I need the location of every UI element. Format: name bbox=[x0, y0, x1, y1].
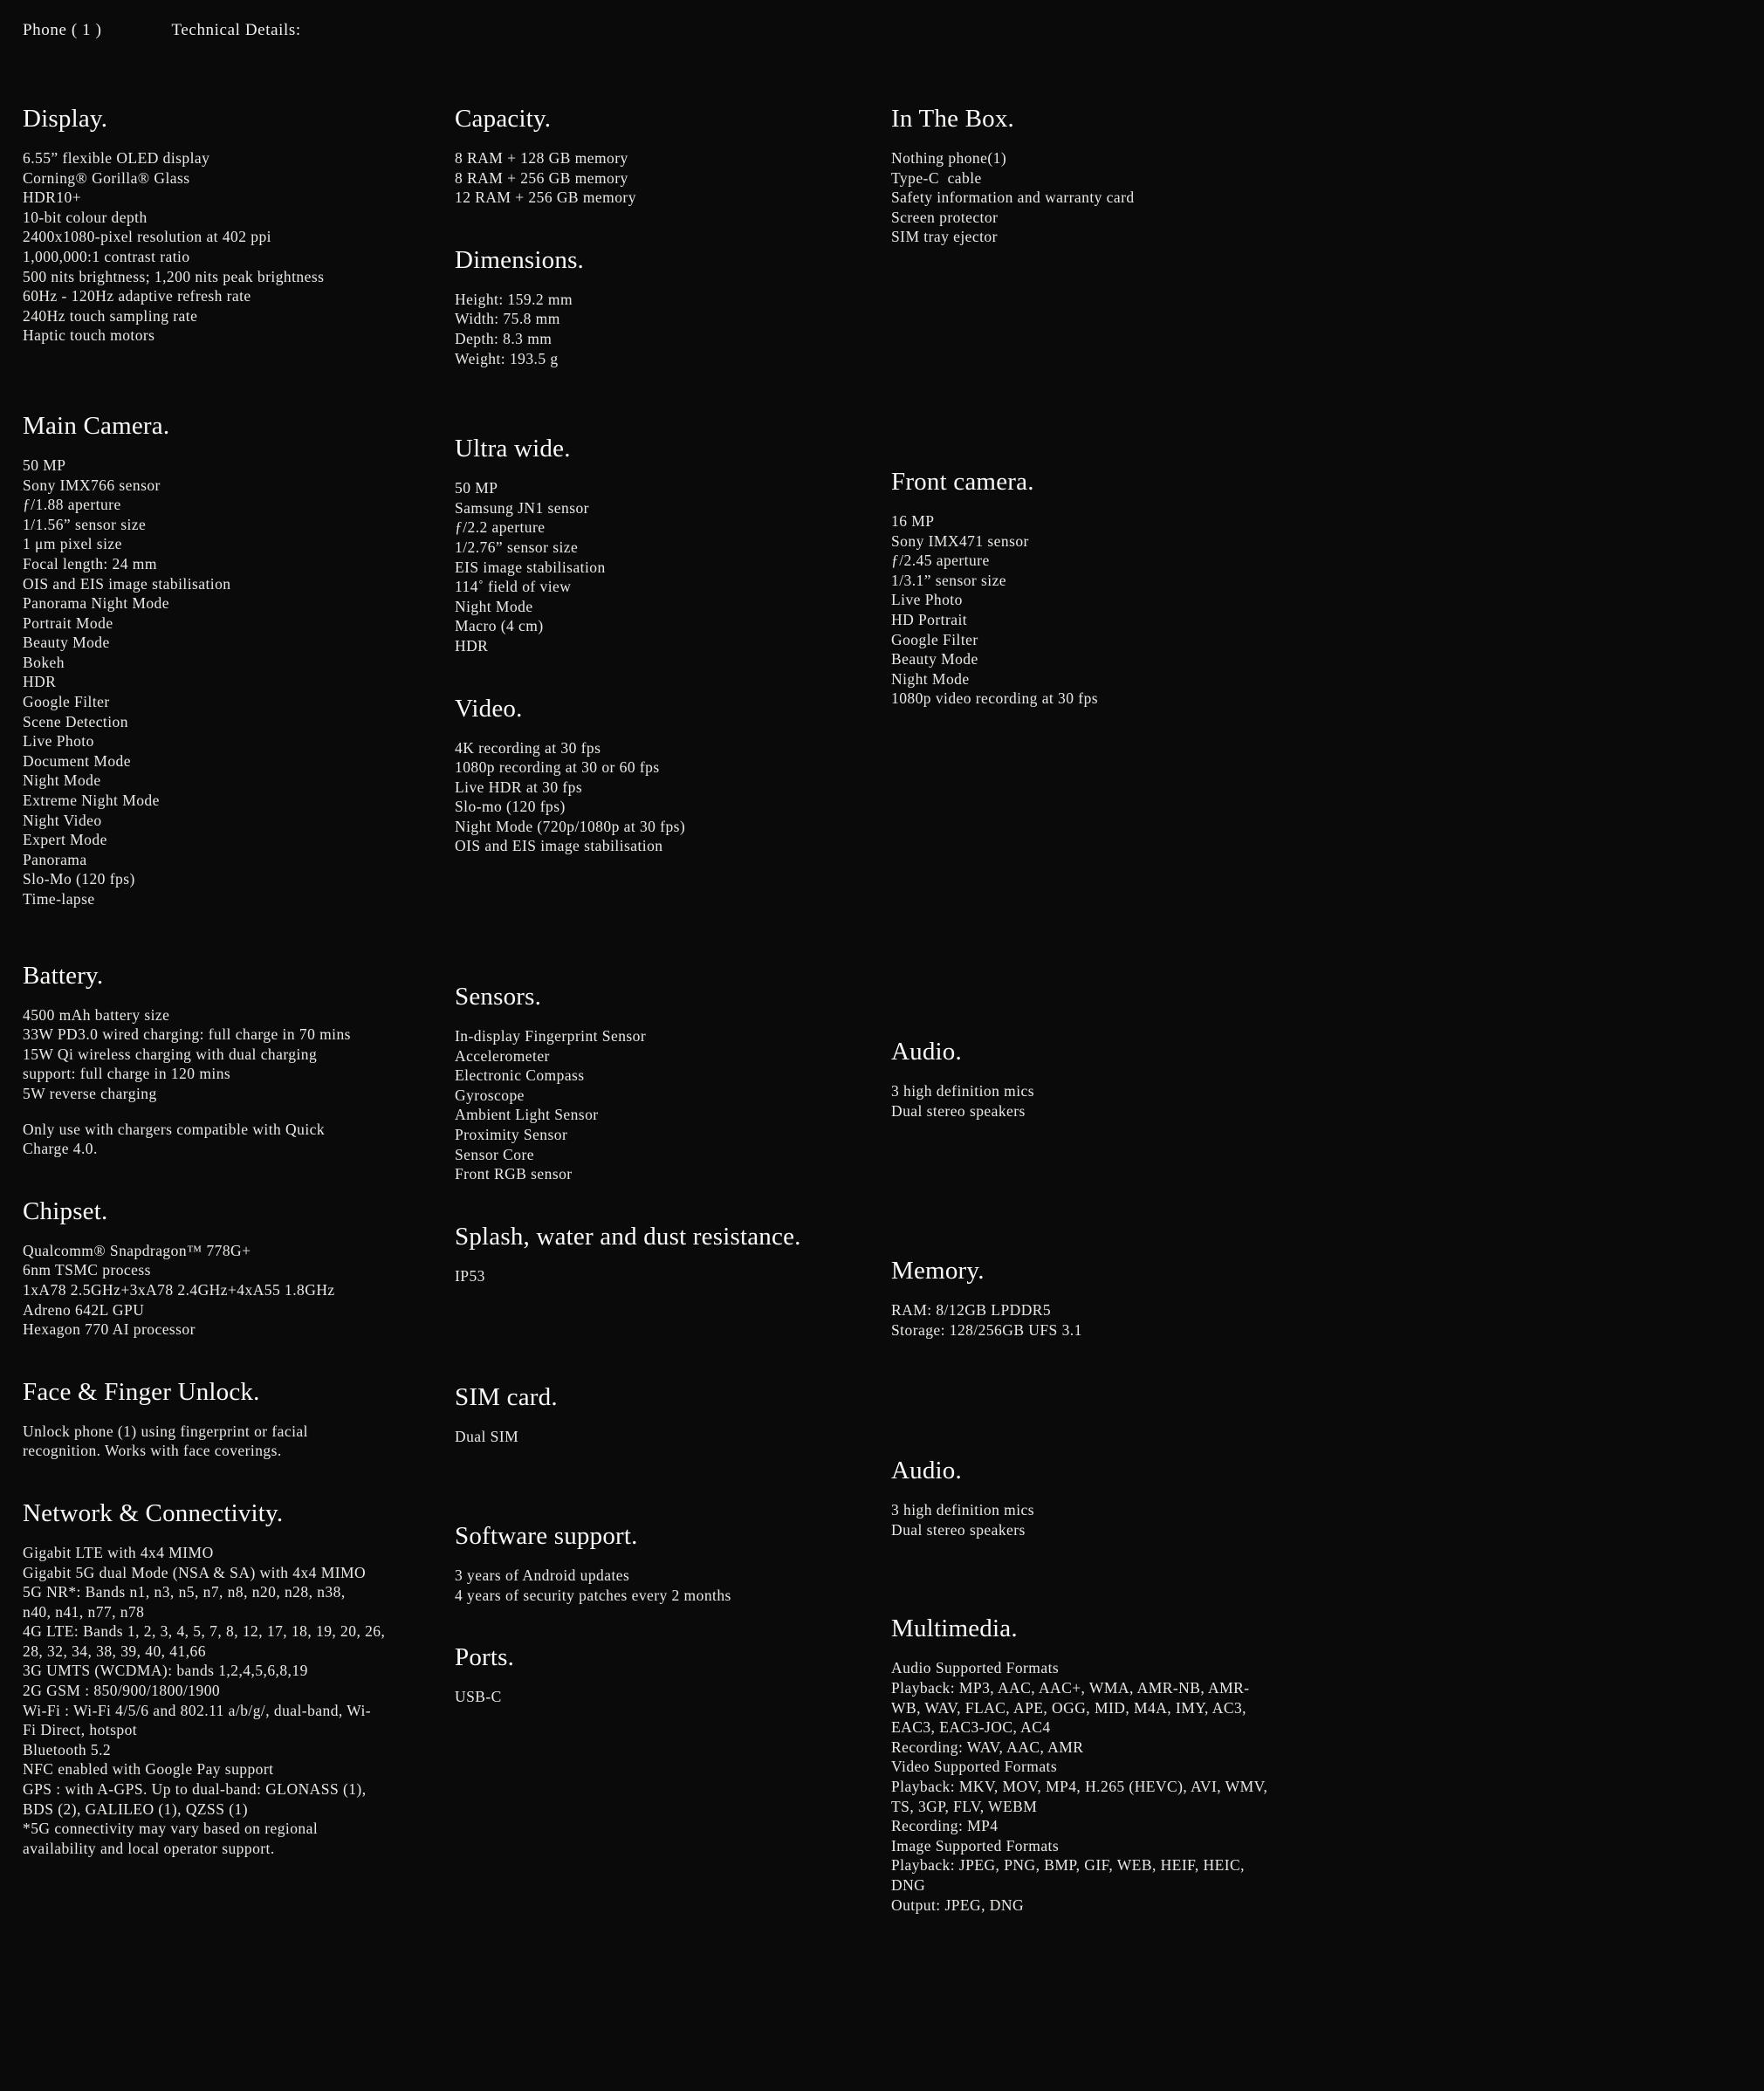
breadcrumb bbox=[23, 21, 301, 40]
spec-line: RAM: 8/12GB LPDDR5 bbox=[891, 1301, 1052, 1320]
spec-line: Dual SIM bbox=[455, 1428, 519, 1446]
spec-line: recognition. Works with face coverings. bbox=[23, 1442, 282, 1460]
spec-line: 5G NR*: Bands n1, n3, n5, n7, n8, n20, n28, n38, bbox=[23, 1583, 346, 1601]
spec-line: 4G LTE: Bands 1, 2, 3, 4, 5, 7, 8, 12, 17, 18, 19, 20, 26, bbox=[23, 1622, 386, 1641]
spec-line: 114˚ field of view bbox=[455, 578, 572, 596]
spec-block-audio-bottom bbox=[891, 1457, 1380, 1539]
spec-line: Height: 159.2 mm bbox=[455, 290, 573, 308]
spec-line: 1/3.1” sensor size bbox=[891, 571, 1007, 589]
spec-line: Hexagon 770 AI processor bbox=[23, 1320, 196, 1339]
spec-block-battery bbox=[23, 962, 455, 1159]
spec-line: *5G connectivity may vary based on regional bbox=[23, 1820, 319, 1838]
spec-line: 6nm TSMC process bbox=[23, 1261, 151, 1279]
spec-line: Samsung JN1 sensor bbox=[455, 498, 589, 517]
spec-line: 1xA78 2.5GHz+3xA78 2.4GHz+4xA55 1.8GHz bbox=[23, 1280, 335, 1299]
spec-line: HDR10+ bbox=[23, 189, 82, 207]
spec-line: Storage: 128/256GB UFS 3.1 bbox=[891, 1320, 1082, 1339]
spec-line: 50 MP bbox=[455, 479, 498, 497]
spec-line: Google Filter bbox=[23, 693, 110, 711]
spec-line: Playback: MKV, MOV, MP4, H.265 (HEVC), AVI, WMV, bbox=[891, 1778, 1268, 1796]
spec-line: Dual stereo speakers bbox=[891, 1520, 1026, 1539]
spec-line: Gigabit LTE with 4x4 MIMO bbox=[23, 1543, 214, 1561]
spec-line: Depth: 8.3 mm bbox=[455, 329, 553, 347]
spec-line: HDR bbox=[455, 636, 489, 655]
spec-line: 1080p recording at 30 or 60 fps bbox=[455, 758, 660, 777]
spec-block-main-camera bbox=[23, 412, 455, 909]
spec-line: Unlock phone (1) using fingerprint or facial bbox=[23, 1422, 308, 1440]
spec-line: Bokeh bbox=[23, 653, 65, 671]
spec-line: Corning® Gorilla® Glass bbox=[23, 168, 190, 187]
section-body-memory bbox=[891, 1300, 1380, 1340]
spec-line: Video Supported Formats bbox=[891, 1758, 1058, 1776]
section-title-sim-card: SIM card. bbox=[455, 1383, 558, 1412]
spec-line: USB-C bbox=[455, 1688, 502, 1706]
spec-line: 500 nits brightness; 1,200 nits peak brightness bbox=[23, 267, 325, 285]
spec-line: Google Filter bbox=[891, 630, 978, 648]
spec-line: 240Hz touch sampling rate bbox=[23, 306, 198, 325]
section-title-in-the-box: In The Box. bbox=[891, 105, 1015, 133]
spec-line: 8 RAM + 256 GB memory bbox=[455, 168, 628, 187]
spec-line: Recording: MP4 bbox=[891, 1817, 999, 1835]
spec-line: 3 high definition mics bbox=[891, 1501, 1034, 1519]
spec-line: Weight: 193.5 g bbox=[455, 349, 559, 367]
spec-line: Fi Direct, hotspot bbox=[23, 1721, 138, 1739]
spec-line: Proximity Sensor bbox=[455, 1126, 568, 1144]
spec-line: Night Video bbox=[23, 811, 102, 829]
spec-columns bbox=[23, 105, 1733, 1915]
spec-line: Front RGB sensor bbox=[455, 1165, 573, 1183]
spec-line: Live Photo bbox=[23, 732, 94, 751]
spec-block-display bbox=[23, 105, 455, 346]
section-body-main-camera bbox=[23, 456, 455, 909]
spec-block-dimensions bbox=[455, 246, 891, 368]
section-body-front-camera bbox=[891, 511, 1380, 709]
section-title-face-finger-unlock: Face & Finger Unlock. bbox=[23, 1377, 260, 1406]
spec-line: 2G GSM : 850/900/1800/1900 bbox=[23, 1682, 221, 1700]
spec-line: availability and local operator support. bbox=[23, 1839, 275, 1857]
spec-line: Portrait Mode bbox=[23, 614, 113, 632]
spec-line: Playback: JPEG, PNG, BMP, GIF, WEB, HEIF, HEIC, bbox=[891, 1856, 1245, 1875]
spec-line: Charge 4.0. bbox=[23, 1140, 98, 1158]
spec-line: TS, 3GP, FLV, WEBM bbox=[891, 1797, 1038, 1815]
section-title-audio-bottom: Audio. bbox=[891, 1457, 962, 1485]
spec-line: Night Mode bbox=[891, 669, 970, 688]
breadcrumb-section: Technical Details: bbox=[171, 21, 301, 39]
section-title-main-camera: Main Camera. bbox=[23, 411, 170, 440]
spec-line: Expert Mode bbox=[23, 831, 107, 849]
spec-line: ƒ/2.2 aperture bbox=[455, 518, 546, 537]
spec-line: Adreno 642L GPU bbox=[23, 1300, 145, 1319]
spec-line: Panorama Night Mode bbox=[23, 594, 169, 613]
spec-line: Width: 75.8 mm bbox=[455, 310, 560, 328]
section-title-audio-top: Audio. bbox=[891, 1037, 962, 1066]
spec-line: 3 years of Android updates bbox=[455, 1567, 630, 1584]
spec-line: ƒ/1.88 aperture bbox=[23, 496, 121, 514]
spec-block-sensors bbox=[455, 983, 891, 1184]
spec-line: 1080p video recording at 30 fps bbox=[891, 689, 1099, 708]
section-body-battery bbox=[23, 1005, 455, 1159]
section-title-ultra-wide: Ultra wide. bbox=[455, 435, 571, 463]
spec-line: 15W Qi wireless charging with dual charging bbox=[23, 1045, 318, 1063]
spec-line: Qualcomm® Snapdragon™ 778G+ bbox=[23, 1241, 251, 1259]
spec-line: HDR bbox=[23, 673, 57, 691]
spec-line: EIS image stabilisation bbox=[455, 558, 606, 576]
section-title-sensors: Sensors. bbox=[455, 983, 542, 1011]
spec-line: Sensor Core bbox=[455, 1145, 534, 1163]
spec-line: Extreme Night Mode bbox=[23, 792, 160, 810]
section-title-splash-water-dust: Splash, water and dust resistance. bbox=[455, 1222, 801, 1251]
section-body-sim-card bbox=[455, 1427, 891, 1447]
spec-line: Sony IMX471 sensor bbox=[891, 531, 1029, 550]
spec-line: 28, 32, 34, 38, 39, 40, 41,66 bbox=[23, 1642, 206, 1660]
spec-line: Image Supported Formats bbox=[891, 1836, 1060, 1854]
spec-line: 1,000,000:1 contrast ratio bbox=[23, 247, 190, 265]
section-body-network-connectivity bbox=[23, 1543, 455, 1859]
spec-line: NFC enabled with Google Pay support bbox=[23, 1760, 274, 1779]
spec-line: Wi-Fi : Wi-Fi 4/5/6 and 802.11 a/b/g/, dual-band, Wi- bbox=[23, 1701, 372, 1719]
spec-block-chipset bbox=[23, 1197, 455, 1340]
spec-line: OIS and EIS image stabilisation bbox=[23, 574, 231, 593]
section-title-ports: Ports. bbox=[455, 1643, 515, 1672]
section-body-software-support bbox=[455, 1566, 891, 1605]
spec-line: 33W PD3.0 wired charging: full charge in 70 mins bbox=[23, 1025, 351, 1044]
spec-line: Dual stereo speakers bbox=[891, 1101, 1026, 1120]
spec-line: 8 RAM + 128 GB memory bbox=[455, 149, 628, 167]
spec-block-front-camera bbox=[891, 468, 1380, 709]
section-body-ports bbox=[455, 1687, 891, 1707]
spec-line: Gigabit 5G dual Mode (NSA & SA) with 4x4 MIMO bbox=[23, 1563, 367, 1581]
spec-line: In-display Fingerprint Sensor bbox=[455, 1027, 647, 1046]
section-title-multimedia: Multimedia. bbox=[891, 1615, 1018, 1643]
spec-block-ports bbox=[455, 1643, 891, 1707]
spec-line: HD Portrait bbox=[891, 610, 968, 628]
spec-line: Gyroscope bbox=[455, 1086, 525, 1104]
spec-line: Nothing phone(1) bbox=[891, 149, 1007, 167]
spec-column-left bbox=[23, 105, 455, 1915]
section-title-video: Video. bbox=[455, 694, 523, 723]
spec-line: Safety information and warranty card bbox=[891, 189, 1135, 207]
spec-line: 6.55” flexible OLED display bbox=[23, 149, 210, 167]
spec-line: 16 MP bbox=[891, 511, 935, 530]
spec-block-splash-water-dust bbox=[455, 1223, 891, 1286]
spec-line: DNG bbox=[891, 1876, 926, 1894]
spec-block-audio-top bbox=[891, 1038, 1380, 1121]
section-body-display bbox=[23, 148, 455, 346]
spec-line: Output: JPEG, DNG bbox=[891, 1896, 1025, 1914]
spec-line: Document Mode bbox=[23, 751, 131, 770]
spec-line: Beauty Mode bbox=[23, 634, 110, 652]
section-body-sensors bbox=[455, 1026, 891, 1184]
spec-line: 4 years of security patches every 2 months bbox=[455, 1586, 731, 1604]
spec-line: Bluetooth 5.2 bbox=[23, 1740, 112, 1758]
section-title-network-connectivity: Network & Connectivity. bbox=[23, 1498, 284, 1527]
spec-line: Beauty Mode bbox=[891, 650, 978, 668]
spec-line: 1/1.56” sensor size bbox=[23, 515, 147, 533]
spec-line: IP53 bbox=[455, 1266, 485, 1285]
spec-line: 3G UMTS (WCDMA): bands 1,2,4,5,6,8,19 bbox=[23, 1662, 308, 1680]
section-title-memory: Memory. bbox=[891, 1257, 985, 1285]
section-body-splash-water-dust bbox=[455, 1266, 891, 1286]
spec-block-face-finger-unlock bbox=[23, 1378, 455, 1461]
section-title-display: Display. bbox=[23, 105, 108, 133]
spec-line: support: full charge in 120 mins bbox=[23, 1065, 231, 1083]
spec-block-ultra-wide bbox=[455, 435, 891, 655]
spec-line: Slo-Mo (120 fps) bbox=[23, 870, 135, 888]
spec-line: EAC3, EAC3-JOC, AC4 bbox=[891, 1718, 1051, 1737]
section-title-capacity: Capacity. bbox=[455, 105, 552, 133]
spec-line: GPS : with A-GPS. Up to dual-band: GLONASS (1), bbox=[23, 1780, 367, 1799]
section-body-audio-top bbox=[891, 1081, 1380, 1121]
spec-line: Haptic touch motors bbox=[23, 326, 155, 345]
section-body-face-finger-unlock bbox=[23, 1422, 455, 1461]
spec-line: WB, WAV, FLAC, APE, OGG, MID, M4A, IMY, AC3, bbox=[891, 1698, 1246, 1717]
spec-line: Only use with chargers compatible with Quick bbox=[23, 1120, 326, 1138]
spec-line: Focal length: 24 mm bbox=[23, 554, 157, 572]
section-body-multimedia bbox=[891, 1658, 1380, 1915]
spec-line: BDS (2), GALILEO (1), QZSS (1) bbox=[23, 1800, 248, 1818]
spec-block-video bbox=[455, 695, 891, 857]
section-body-chipset bbox=[23, 1241, 455, 1340]
spec-line: Time-lapse bbox=[23, 890, 95, 908]
section-body-video bbox=[455, 738, 891, 857]
section-title-chipset: Chipset. bbox=[23, 1196, 108, 1225]
spec-line: OIS and EIS image stabilisation bbox=[455, 837, 663, 855]
spec-line: Electronic Compass bbox=[455, 1066, 585, 1085]
section-body-ultra-wide bbox=[455, 478, 891, 655]
spec-line: Recording: WAV, AAC, AMR bbox=[891, 1738, 1084, 1756]
spec-line: Accelerometer bbox=[455, 1046, 550, 1065]
spec-block-network-connectivity bbox=[23, 1499, 455, 1859]
spec-block-sim-card bbox=[455, 1383, 891, 1447]
section-body-audio-bottom bbox=[891, 1500, 1380, 1539]
spec-line: 5W reverse charging bbox=[23, 1084, 157, 1102]
section-title-front-camera: Front camera. bbox=[891, 467, 1034, 496]
section-body-capacity bbox=[455, 148, 891, 208]
section-title-battery: Battery. bbox=[23, 961, 104, 990]
spec-line: Screen protector bbox=[891, 208, 999, 226]
section-body-dimensions bbox=[455, 290, 891, 368]
spec-line-gap bbox=[23, 1104, 455, 1120]
spec-block-memory bbox=[891, 1257, 1380, 1340]
spec-line: 1 μm pixel size bbox=[23, 535, 122, 553]
spec-line: 10-bit colour depth bbox=[23, 208, 148, 226]
spec-line: 4500 mAh battery size bbox=[23, 1005, 170, 1024]
spec-block-capacity bbox=[455, 105, 891, 208]
spec-line: Scene Detection bbox=[23, 712, 128, 730]
spec-line: Night Mode (720p/1080p at 30 fps) bbox=[455, 817, 686, 835]
spec-line: ƒ/2.45 aperture bbox=[891, 552, 990, 570]
spec-line: Type-C cable bbox=[891, 168, 982, 187]
spec-line: Night Mode bbox=[23, 771, 101, 790]
spec-line: 50 MP bbox=[23, 456, 66, 474]
spec-column-right bbox=[891, 105, 1380, 1915]
spec-line: Panorama bbox=[23, 850, 87, 868]
spec-column-middle bbox=[455, 105, 891, 1915]
spec-line: Macro (4 cm) bbox=[455, 617, 544, 635]
spec-line: 1/2.76” sensor size bbox=[455, 538, 579, 556]
spec-line: 12 RAM + 256 GB memory bbox=[455, 189, 636, 207]
spec-line: Night Mode bbox=[455, 597, 533, 615]
spec-line: 60Hz - 120Hz adaptive refresh rate bbox=[23, 287, 251, 305]
spec-line: SIM tray ejector bbox=[891, 228, 998, 246]
spec-line: 4K recording at 30 fps bbox=[455, 738, 601, 757]
spec-line: Slo-mo (120 fps) bbox=[455, 798, 566, 816]
breadcrumb-product: Phone ( 1 ) bbox=[23, 21, 102, 39]
spec-line: Ambient Light Sensor bbox=[455, 1106, 599, 1124]
section-body-in-the-box bbox=[891, 148, 1380, 247]
spec-line: 2400x1080-pixel resolution at 402 ppi bbox=[23, 228, 271, 246]
spec-block-multimedia bbox=[891, 1615, 1380, 1915]
spec-line: Playback: MP3, AAC, AAC+, WMA, AMR-NB, AMR- bbox=[891, 1679, 1250, 1697]
spec-line: Audio Supported Formats bbox=[891, 1659, 1060, 1677]
section-title-dimensions: Dimensions. bbox=[455, 245, 585, 274]
spec-line: Live Photo bbox=[891, 591, 963, 609]
spec-line: n40, n41, n77, n78 bbox=[23, 1602, 145, 1621]
spec-block-software-support bbox=[455, 1522, 891, 1605]
spec-block-in-the-box bbox=[891, 105, 1380, 247]
spec-line: Sony IMX766 sensor bbox=[23, 476, 161, 494]
spec-line: Live HDR at 30 fps bbox=[455, 778, 583, 796]
spec-line: 3 high definition mics bbox=[891, 1081, 1034, 1100]
section-title-software-support: Software support. bbox=[455, 1522, 638, 1550]
